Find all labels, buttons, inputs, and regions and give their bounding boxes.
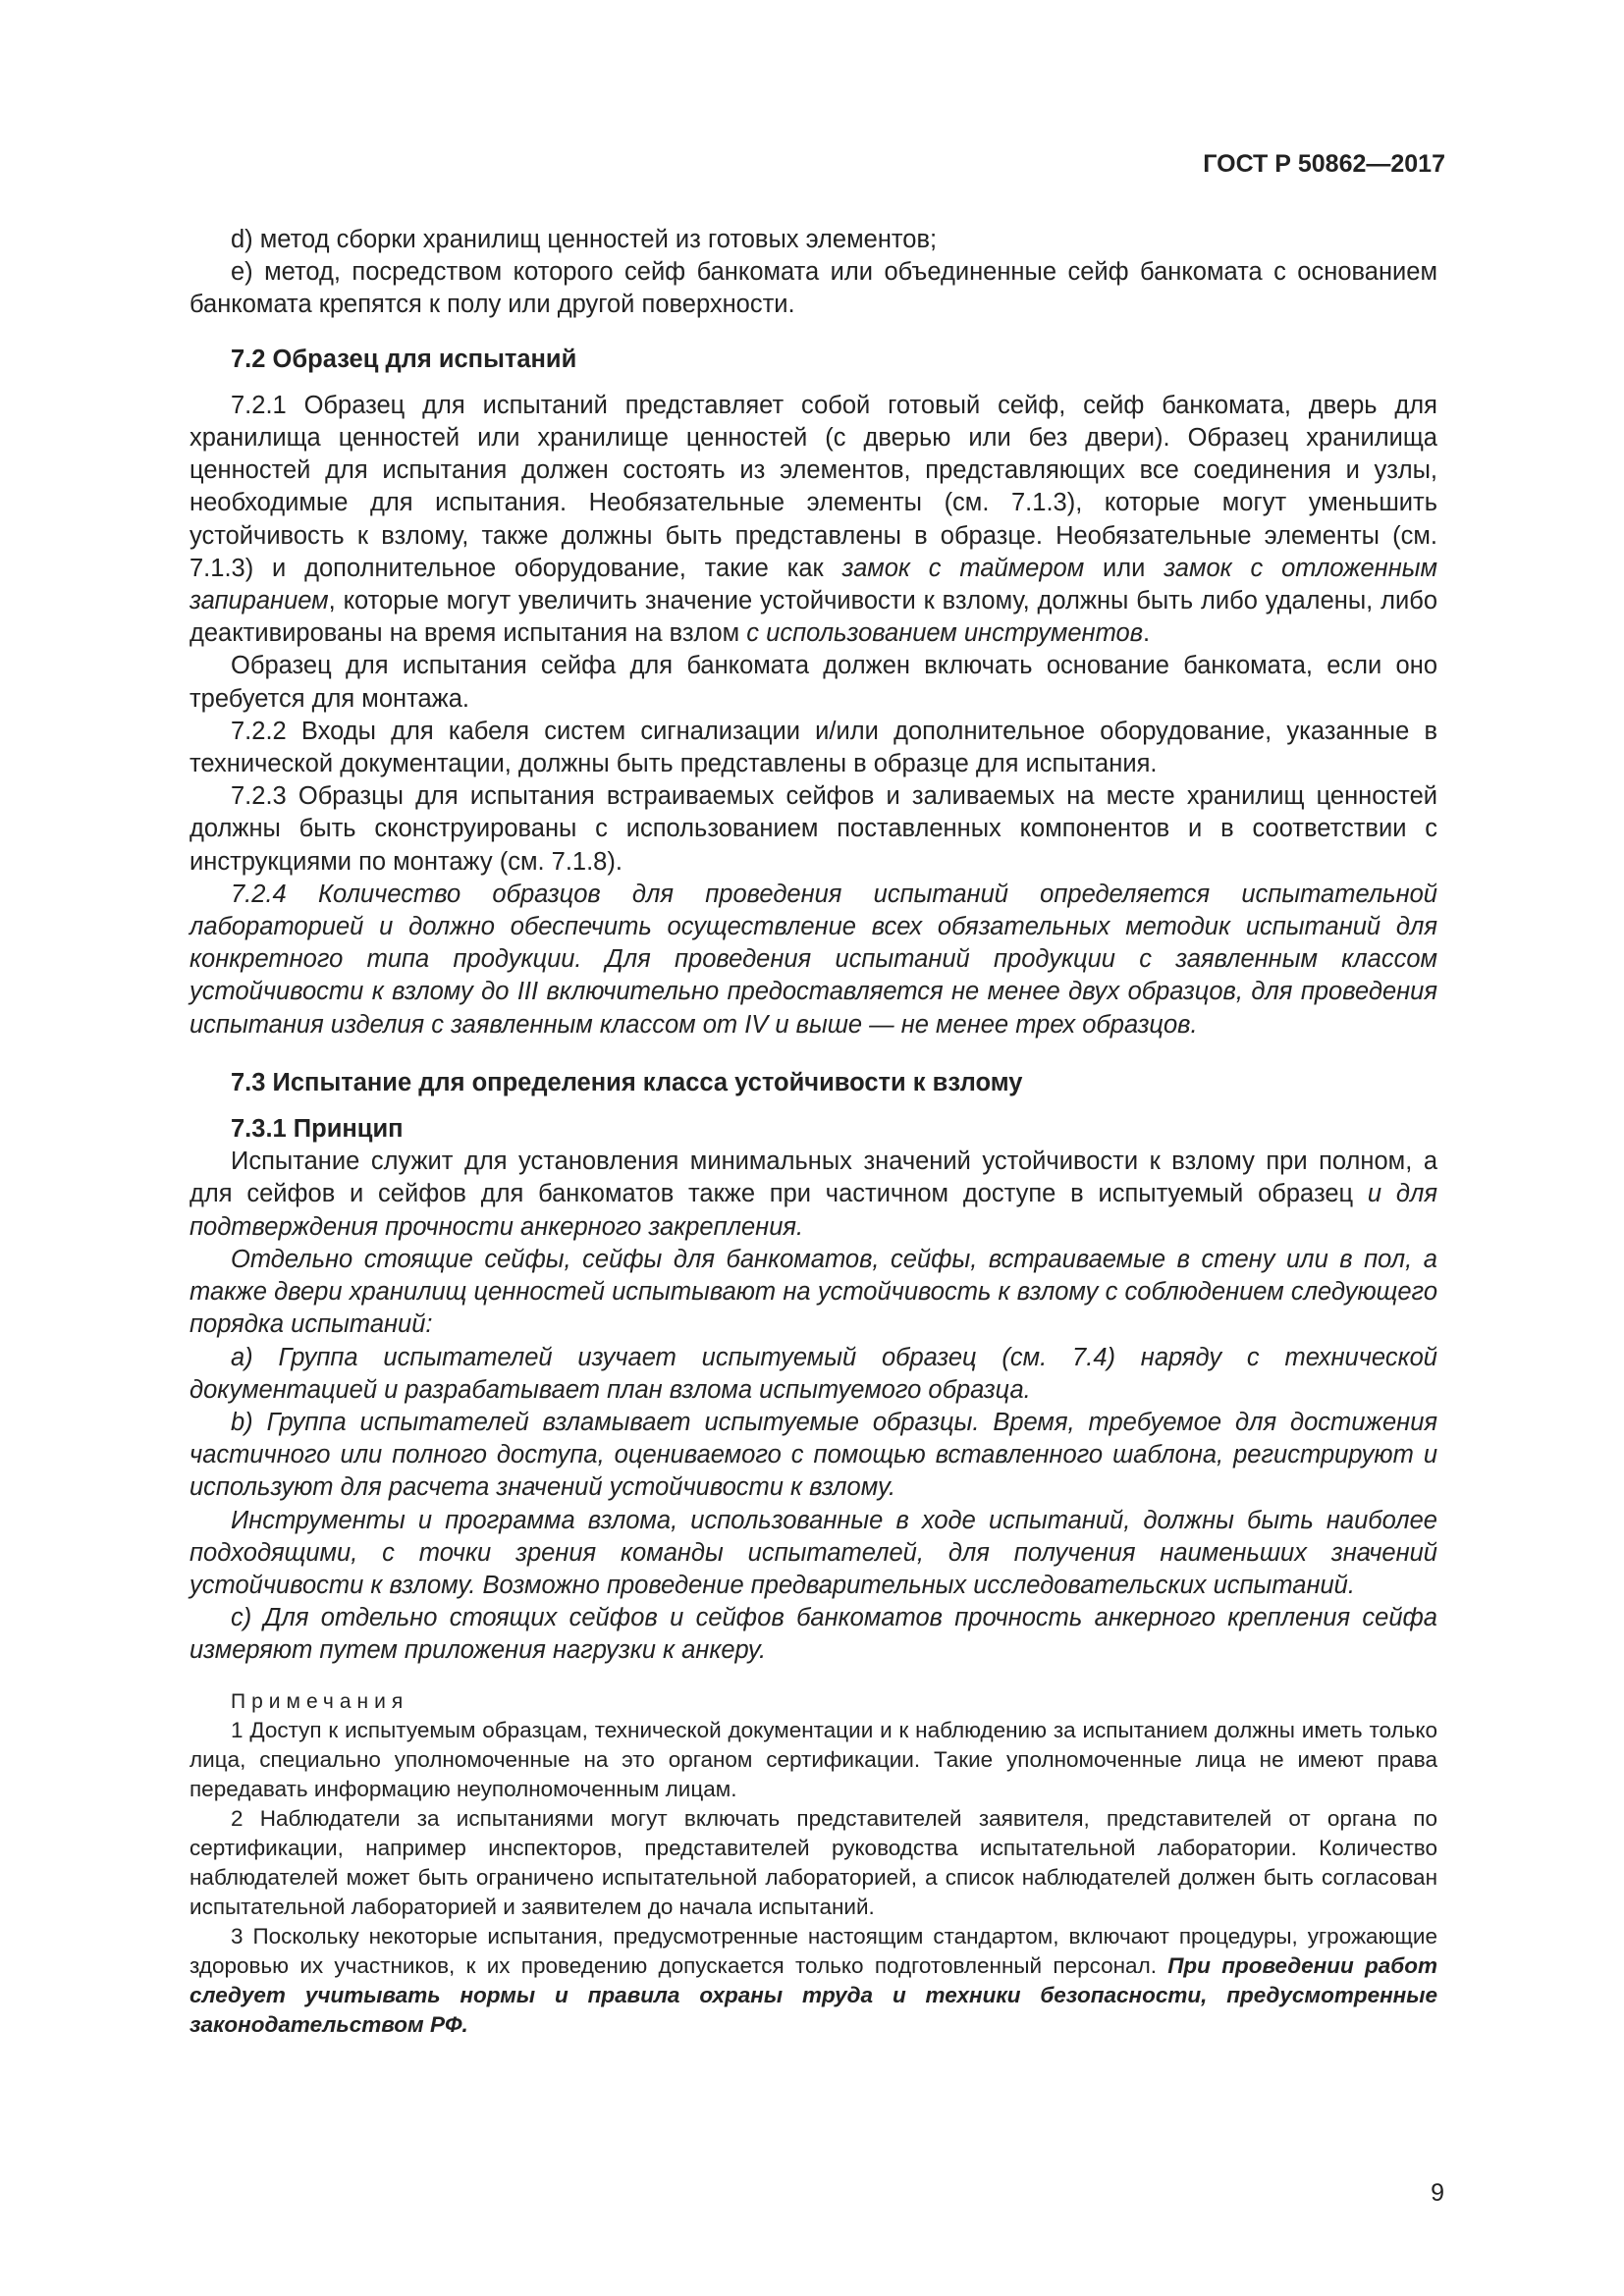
note-1: 1 Доступ к испытуемым образцам, технической документации и к наблюдению за испытанием должны иметь только лица, специально уполномоченные на это органом сертификации. Такие уполномоченные лица не имеют права передавать информацию неуполномоченным лицам. xyxy=(189,1717,1437,1801)
paragraph-atm-base: Образец для испытания сейфа для банкомата должен включать основание банкомата, если оно требуется для монтажа. xyxy=(189,652,1437,713)
text-run: , которые могут увеличить значение устойчивости к взлому, должны быть либо удалены, либо деактивированы на время испытания на взлом xyxy=(189,587,1437,648)
text-run: 3 Поскольку некоторые испытания, предусмотренные настоящим стандартом, включают процедуры, угрожающие здоровью их участников, к их проведению допускается только подготовленный персонал. xyxy=(189,1923,1437,1978)
text-run-italic: и для подтверждения прочности анкерного закрепления. xyxy=(189,1180,1437,1241)
paragraph-7-2-2: 7.2.2 Входы для кабеля систем сигнализации и/или дополнительное оборудование, указанные в технической документации, должны быть представлены в образце для испытания. xyxy=(189,717,1437,778)
paragraph-tools: Инструменты и программа взлома, использованные в ходе испытаний, должны быть наиболее подходящими, с точки зрения команды испытателей, для получения наименьших значений устойчивости к взлому. Возможно проведение предварительных исследовательских испытаний. xyxy=(189,1506,1437,1599)
text-run-bold-italic: При проведении работ следует учитывать нормы и правила охраны труда и техники безопасности, предусмотренные законодательством РФ. xyxy=(189,1952,1437,2037)
note-2: 2 Наблюдатели за испытаниями могут включать представителей заявителя, представителей от органа по сертификации, например инспекторов, представителей руководства испытательной лаборатории. Количество наблюдателей может быть ограничено испытательной лабораторией, а список наблюдателей должен быть согласован испытательной лабораторией и заявителем до начала испытаний. xyxy=(189,1805,1437,1919)
paragraph-principle xyxy=(189,1146,1437,1244)
section-7-3-title: 7.3 Испытание для определения класса устойчивости к взлому xyxy=(231,1068,1023,1096)
section-7-2-title: 7.2 Образец для испытаний xyxy=(231,345,577,373)
list-item-c: с) Для отдельно стоящих сейфов и сейфов банкоматов прочность анкерного крепления сейфа измеряют путем приложения нагрузки к анкеру. xyxy=(189,1604,1437,1665)
list-item-b: b) Группа испытателей взламывает испытуемые образцы. Время, требуемое для достижения частичного или полного доступа, оцениваемого с помощью вставленного шаблона, регистрируют и используют для расчета значений устойчивости к взлому. xyxy=(189,1408,1437,1502)
list-item-d: d) метод сборки хранилищ ценностей из готовых элементов; xyxy=(231,226,938,253)
text-run: или xyxy=(1084,554,1164,582)
text-run: 7.2.1 Образец для испытаний представляет собой готовый сейф, сейф банкомата, дверь для хранилища ценностей или хранилище ценностей (с дверью или без двери). Образец хранилища ценностей для испытания должен состоять из элементов, представляющих все соединения и узлы, необходимые для испытания. Необязательные элементы (см. 7.1.3), которые могут уменьшить устойчивость к взлому, также должны быть представлены в образце. Необязательные элементы (см. 7.1.3) и дополнительное оборудование, такие как xyxy=(189,391,1437,582)
text-run-italic: замок с таймером xyxy=(841,554,1085,582)
paragraph-test-order: Отдельно стоящие сейфы, сейфы для банкоматов, сейфы, встраиваемые в стену или в пол, а также двери хранилищ ценностей испытывают на устойчивость к взлому с соблюдением следующего порядка испытаний: xyxy=(189,1245,1437,1339)
paragraph-7-2-1 xyxy=(189,390,1437,651)
text-run-italic: с использованием инструментов xyxy=(746,619,1144,648)
text-run: Испытание служит для установления минимальных значений устойчивости к взлому при полном, а для сейфов и сейфов для банкоматов также при частичном доступе в испытуемый образец xyxy=(189,1148,1437,1208)
paragraph-7-2-4: 7.2.4 Количество образцов для проведения испытаний определяется испытательной лабораторией и должно обеспечить осуществление всех обязательных методик испытаний для конкретного типа продукции. Для проведения испытаний продукции с заявленным классом устойчивости к взлому до III включительно предоставляется не менее двух образцов, для проведения испытания изделия с заявленным классом от IV и выше — не менее трех образцов. xyxy=(189,880,1437,1039)
note-3 xyxy=(189,1922,1437,2040)
text-run: . xyxy=(1143,619,1151,648)
section-7-3-1-title: 7.3.1 Принцип xyxy=(231,1115,404,1144)
notes-label: Примечания xyxy=(231,1689,409,1713)
paragraph-7-2-3: 7.2.3 Образцы для испытания встраиваемых сейфов и заливаемых на месте хранилищ ценностей должны быть сконструированы с использованием поставленных компонентов и в соответствии с инструкциями по монтажу (см. 7.1.8). xyxy=(189,782,1437,876)
text-run-italic: замок с отложенным запиранием xyxy=(189,554,1437,615)
list-item-e: e) метод, посредством которого сейф банкомата или объединенные сейф банкомата с основанием банкомата крепятся к полу или другой поверхности. xyxy=(189,258,1437,319)
document-number: ГОСТ Р 50862—2017 xyxy=(1203,150,1445,178)
page-number: 9 xyxy=(1431,2179,1444,2207)
list-item-a: а) Группа испытателей изучает испытуемый образец (см. 7.4) наряду с технической документацией и разрабатывает план взлома испытуемого образца. xyxy=(189,1343,1437,1404)
